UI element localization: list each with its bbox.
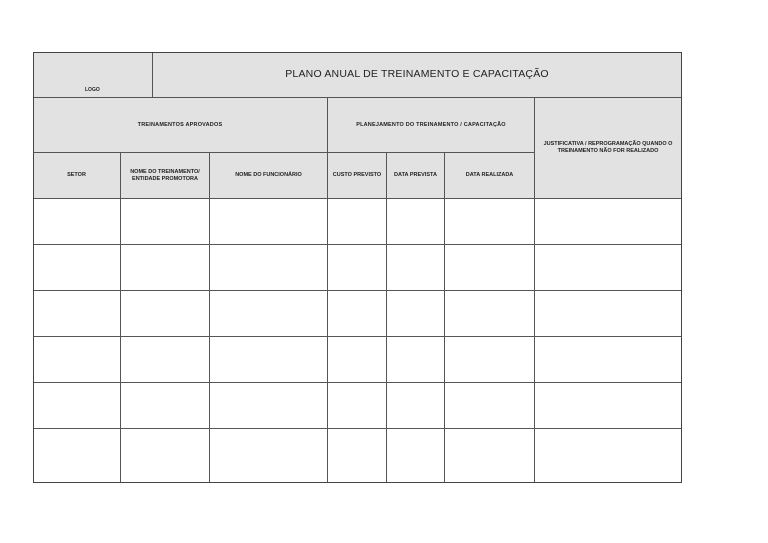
- table-cell[interactable]: [33, 337, 121, 383]
- col-header-planned-cost: [328, 153, 387, 199]
- col-header-setor: [33, 153, 121, 199]
- justification-label: JUSTIFICATIVA / REPROGRAMAÇÃO QUANDO O TREINAMENTO NÃO FOR REALIZADO: [543, 141, 673, 154]
- table-cell[interactable]: [328, 291, 387, 337]
- col-header-actual-date: [445, 153, 535, 199]
- table-cell[interactable]: [535, 383, 682, 429]
- table-cell[interactable]: [387, 383, 445, 429]
- form-title-cell: [153, 52, 682, 98]
- table-cell[interactable]: [445, 429, 535, 483]
- table-cell[interactable]: [535, 337, 682, 383]
- col-label-training-name: NOME DO TREINAMENTO/ ENTIDADE PROMOTORA: [130, 168, 200, 182]
- table-cell[interactable]: [121, 337, 210, 383]
- table-cell[interactable]: [535, 199, 682, 245]
- approved-trainings-label: TREINAMENTOS APROVADOS: [137, 121, 223, 128]
- logo-placeholder: LOGO: [85, 87, 100, 93]
- table-cell[interactable]: [535, 245, 682, 291]
- table-cell[interactable]: [328, 245, 387, 291]
- table-cell[interactable]: [328, 383, 387, 429]
- table-cell[interactable]: [210, 337, 328, 383]
- table-cell[interactable]: [535, 291, 682, 337]
- table-cell[interactable]: [33, 291, 121, 337]
- training-planning-header: [328, 98, 535, 153]
- table-cell[interactable]: [33, 245, 121, 291]
- col-label-planned-date: DATA PREVISTA: [394, 172, 437, 179]
- table-cell[interactable]: [121, 429, 210, 483]
- form-title: PLANO ANUAL DE TREINAMENTO E CAPACITAÇÃO: [285, 68, 549, 81]
- table-cell[interactable]: [210, 291, 328, 337]
- table-cell[interactable]: [387, 245, 445, 291]
- table-cell[interactable]: [387, 337, 445, 383]
- table-cell[interactable]: [387, 291, 445, 337]
- table-cell[interactable]: [210, 245, 328, 291]
- col-header-employee-name: [210, 153, 328, 199]
- table-cell[interactable]: [121, 291, 210, 337]
- training-planning-label: PLANEJAMENTO DO TREINAMENTO / CAPACITAÇÃO: [356, 121, 506, 128]
- table-cell[interactable]: [210, 199, 328, 245]
- table-cell[interactable]: [33, 199, 121, 245]
- table-cell[interactable]: [445, 291, 535, 337]
- col-label-actual-date: DATA REALIZADA: [465, 172, 514, 179]
- table-cell[interactable]: [535, 429, 682, 483]
- table-cell[interactable]: [445, 383, 535, 429]
- table-cell[interactable]: [387, 199, 445, 245]
- col-label-employee-name: NOME DO FUNCIONÁRIO: [235, 172, 302, 179]
- table-cell[interactable]: [33, 429, 121, 483]
- col-label-setor: SETOR: [67, 172, 86, 179]
- table-cell[interactable]: [445, 245, 535, 291]
- col-header-training-name: [121, 153, 210, 199]
- table-cell[interactable]: [445, 199, 535, 245]
- table-cell[interactable]: [210, 383, 328, 429]
- table-cell[interactable]: [445, 337, 535, 383]
- training-plan-form: [33, 52, 682, 483]
- table-cell[interactable]: [328, 429, 387, 483]
- col-label-planned-cost: CUSTO PREVISTO: [332, 172, 382, 179]
- justification-header: [535, 98, 682, 199]
- table-cell[interactable]: [121, 383, 210, 429]
- table-cell[interactable]: [210, 429, 328, 483]
- table-cell[interactable]: [121, 199, 210, 245]
- logo-cell: [33, 52, 153, 98]
- table-cell[interactable]: [387, 429, 445, 483]
- table-cell[interactable]: [328, 337, 387, 383]
- table-cell[interactable]: [121, 245, 210, 291]
- table-cell[interactable]: [33, 383, 121, 429]
- col-header-planned-date: [387, 153, 445, 199]
- approved-trainings-header: [33, 98, 328, 153]
- table-cell[interactable]: [328, 199, 387, 245]
